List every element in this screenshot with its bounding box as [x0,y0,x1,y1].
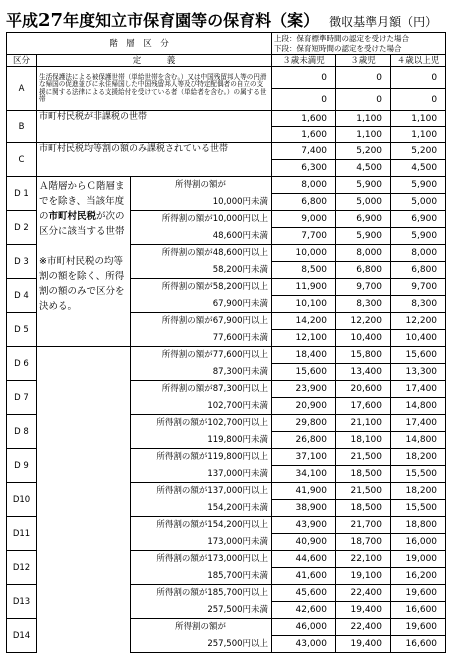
table-row [7,517,446,534]
income-condition: 所得割の額が173,000円以上 [131,551,272,568]
level-code: D 8 [7,415,37,449]
fee-value: 5,200 [336,143,391,160]
fee-value: 44,600 [272,551,336,568]
col-definition-header: 定 義 [37,55,272,67]
fee-value: 8,000 [391,245,446,262]
income-condition: 所得割の額が [131,619,272,636]
income-condition: 所得割の額が77,600円以上 [131,347,272,364]
fee-value: 6,300 [272,160,336,177]
income-condition: 10,000円未満 [131,194,272,211]
fee-value: 1,100 [336,111,391,127]
fee-value: 17,400 [391,381,446,398]
table-row [7,67,446,89]
fee-value: 19,400 [336,602,391,619]
empty-cell [37,619,131,653]
fee-value: 12,100 [272,330,336,347]
fee-value: 5,900 [336,177,391,194]
fee-value: 8,000 [272,177,336,194]
fee-value: 14,200 [272,313,336,330]
income-condition: 所得割の額が67,900円以上 [131,313,272,330]
level-code: C [7,143,37,177]
fee-value: 34,100 [272,466,336,483]
col-kubun-header: 区分 [7,55,37,67]
fee-value: 46,000 [272,619,336,636]
empty-cell [37,415,131,449]
income-condition: 102,700円未満 [131,398,272,415]
fee-value: 17,400 [391,415,446,432]
page-title: 平成27年度知立市保育園等の保育料（案） 徴収基準月額（円） [6,10,438,31]
income-condition: 154,200円未満 [131,500,272,517]
unit-label: 徴収基準月額（円） [329,15,438,29]
empty-cell [37,517,131,551]
note-upper: 上段：保育標準時間の認定を受けた場合 [274,33,410,43]
fee-value: 42,600 [272,602,336,619]
fee-value: 5,900 [391,228,446,245]
table-row [7,483,446,500]
fee-value: 6,800 [336,262,391,279]
fee-value: 5,000 [391,194,446,211]
fee-value: 0 [272,89,336,111]
fee-value: 15,500 [391,466,446,483]
table-row [7,551,446,568]
fee-value: 16,000 [391,534,446,551]
fee-value: 29,800 [272,415,336,432]
fee-value: 0 [391,89,446,111]
income-condition: 所得割の額が58,200円以上 [131,279,272,296]
level-definition: 市町村民税均等割の額のみ課税されている世帯 [37,143,272,177]
fee-value: 10,400 [336,330,391,347]
level-code: D 2 [7,211,37,245]
fee-value: 38,900 [272,500,336,517]
income-condition: 所得割の額が137,000円以上 [131,483,272,500]
fee-value: 14,800 [391,398,446,415]
fee-value: 15,800 [336,347,391,364]
level-definition: 市町村民税が非課税の世帯 [37,111,272,143]
fee-value: 6,900 [336,211,391,228]
fee-value: 0 [391,67,446,89]
fee-value: 22,100 [336,551,391,568]
fee-value: 19,600 [391,585,446,602]
level-header: 階 層 区 分 [7,33,272,55]
income-condition: 257,500円未満 [131,602,272,619]
level-code: D 5 [7,313,37,347]
level-code: D 4 [7,279,37,313]
fee-value: 19,400 [336,636,391,653]
col-age3-header: ３歳児 [336,55,391,67]
fee-value: 16,600 [391,602,446,619]
fee-value: 16,200 [391,568,446,585]
fee-value: 18,200 [391,483,446,500]
fee-value: 5,900 [391,177,446,194]
d-group-text: Ａ階層からＣ階層までを除き、当該年度の [39,181,125,222]
fee-value: 5,900 [336,228,391,245]
fee-value: 1,100 [336,127,391,143]
col-under3-header: ３歳未満児 [272,55,336,67]
fee-value: 22,400 [336,585,391,602]
empty-cell [37,483,131,517]
fee-value: 45,600 [272,585,336,602]
table-row [7,177,446,194]
table-row [7,619,446,636]
empty-cell [37,449,131,483]
fee-value: 1,100 [391,127,446,143]
table-row [7,111,446,127]
fee-value: 23,900 [272,381,336,398]
empty-cell [37,585,131,619]
fee-value: 18,200 [391,449,446,466]
fee-value: 1,600 [272,127,336,143]
table-row [7,449,446,466]
fee-value: 21,500 [336,483,391,500]
fee-value: 15,500 [391,500,446,517]
fee-value: 8,500 [272,262,336,279]
fee-value: 11,900 [272,279,336,296]
fee-value: 21,500 [336,449,391,466]
note-lower: 下段：保育短時間の認定を受けた場合 [274,43,402,53]
income-condition: 所得割の額が119,800円以上 [131,449,272,466]
fee-value: 19,100 [336,568,391,585]
table-row [7,347,446,364]
fee-value: 18,400 [272,347,336,364]
fee-value: 5,000 [336,194,391,211]
empty-cell [37,347,131,381]
level-definition: 生活保護法による被保護世帯（単給世帯を含む。）又は中国残留邦人等の円滑な帰国の促進並びに永住帰国した中国残留邦人等及び特定配偶者の自立の支援に関する法律による支援給付を受けている者（単給者を含む。）の属する世帯 [37,67,272,111]
level-code: D 6 [7,347,37,381]
fee-value: 1,100 [391,111,446,127]
income-condition: 58,200円未満 [131,262,272,279]
income-condition: 185,700円未満 [131,568,272,585]
notes-header [272,33,446,55]
d-group-note: ※市町村民税の均等割の額を除く、所得割の額のみで区分を決める。 [39,256,125,312]
income-condition: 所得割の額が48,600円以上 [131,245,272,262]
fee-value: 41,900 [272,483,336,500]
table-row [7,143,446,160]
fee-value: 7,400 [272,143,336,160]
level-code: D13 [7,585,37,619]
fee-value: 13,400 [336,364,391,381]
fee-value: 12,200 [391,313,446,330]
fee-value: 0 [336,89,391,111]
fee-value: 5,200 [391,143,446,160]
table-row [7,415,446,432]
level-code: D 1 [7,177,37,211]
fee-value: 26,800 [272,432,336,449]
fee-value: 8,300 [336,296,391,313]
fee-value: 15,600 [272,364,336,381]
fee-value: 0 [272,67,336,89]
fee-table [6,32,446,653]
fee-value: 16,600 [391,636,446,653]
fee-value: 18,500 [336,500,391,517]
col-age4plus-header: ４歳以上児 [391,55,446,67]
table-row [7,585,446,602]
income-condition: 119,800円未満 [131,432,272,449]
level-code: D11 [7,517,37,551]
income-condition: 67,900円未満 [131,296,272,313]
fee-value: 9,700 [336,279,391,296]
fee-value: 43,000 [272,636,336,653]
empty-cell [37,551,131,585]
fee-value: 18,100 [336,432,391,449]
fee-value: 13,300 [391,364,446,381]
income-condition: 所得割の額が102,700円以上 [131,415,272,432]
fee-value: 10,400 [391,330,446,347]
fee-value: 6,900 [391,211,446,228]
income-condition: 137,000円未満 [131,466,272,483]
fee-value: 18,700 [336,534,391,551]
income-condition: 257,500円以上 [131,636,272,653]
fee-value: 12,200 [336,313,391,330]
fee-value: 15,600 [391,347,446,364]
fee-value: 10,100 [272,296,336,313]
fee-value: 17,600 [336,398,391,415]
empty-cell [37,381,131,415]
fee-value: 0 [336,67,391,89]
fee-value: 4,500 [336,160,391,177]
fee-value: 20,600 [336,381,391,398]
fee-value: 1,600 [272,111,336,127]
fee-value: 8,300 [391,296,446,313]
d-group-bold: 市町村民税 [48,211,97,222]
income-condition: 48,600円未満 [131,228,272,245]
fee-value: 20,900 [272,398,336,415]
fee-value: 21,700 [336,517,391,534]
fee-value: 14,800 [391,432,446,449]
fee-value: 40,900 [272,534,336,551]
income-condition: 所得割の額が154,200円以上 [131,517,272,534]
fee-value: 8,000 [336,245,391,262]
income-condition: 77,600円未満 [131,330,272,347]
level-code: D14 [7,619,37,653]
fee-value: 19,000 [391,551,446,568]
fee-value: 18,800 [391,517,446,534]
level-code: D 9 [7,449,37,483]
level-code: D10 [7,483,37,517]
fee-value: 4,500 [391,160,446,177]
fee-value: 6,800 [391,262,446,279]
d-group-description [37,177,131,347]
table-row [7,381,446,398]
level-code: D 7 [7,381,37,415]
fee-value: 10,000 [272,245,336,262]
level-code: B [7,111,37,143]
income-condition: 173,000円未満 [131,534,272,551]
fee-value: 43,900 [272,517,336,534]
fee-value: 9,000 [272,211,336,228]
fee-value: 7,700 [272,228,336,245]
income-condition: 所得割の額が185,700円以上 [131,585,272,602]
fee-value: 9,700 [391,279,446,296]
fee-value: 37,100 [272,449,336,466]
income-condition: 所得割の額が87,300円以上 [131,381,272,398]
income-condition: 87,300円未満 [131,364,272,381]
fee-value: 19,600 [391,619,446,636]
level-code: D12 [7,551,37,585]
level-code: D 3 [7,245,37,279]
fee-value: 22,400 [336,619,391,636]
income-condition: 所得割の額が10,000円以上 [131,211,272,228]
income-condition: 所得割の額が [131,177,272,194]
level-code: A [7,67,37,111]
fee-value: 41,600 [272,568,336,585]
fee-value: 21,100 [336,415,391,432]
fee-value: 6,800 [272,194,336,211]
d-group-text2: が次の区分に該当する世帯 [39,211,125,237]
fee-value: 18,500 [336,466,391,483]
